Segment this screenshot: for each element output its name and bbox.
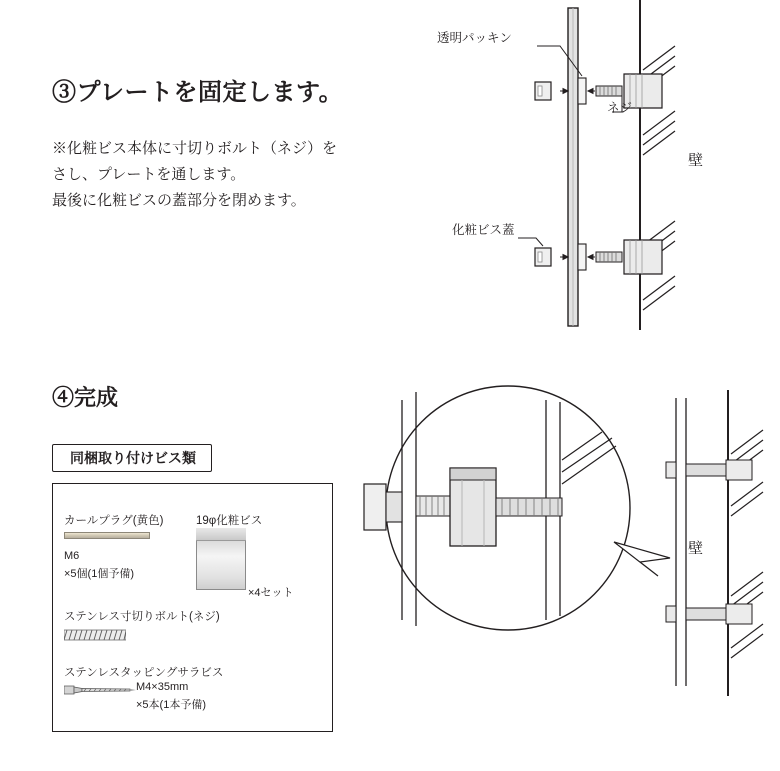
step3-heading: ③プレートを固定します。 (52, 79, 344, 106)
label-screw: ネジ (607, 101, 633, 115)
label-cover-screw-lid: 化粧ビス蓋 (452, 223, 515, 237)
part-1-spec-1: M6 (64, 550, 80, 562)
part-2-spec-1: ×4セット (248, 587, 294, 599)
step3-diagram (400, 0, 780, 350)
part-1-spec-2: ×5個(1個予備) (64, 568, 134, 580)
part-4-spec-1: M4×35mm (136, 681, 189, 693)
step4-heading: ④完成 (52, 385, 119, 410)
label-transparent-packing: 透明パッキン (437, 31, 512, 45)
step3-note-line-2: さし、プレートを通します。 (52, 166, 246, 183)
cover-screw-cap-icon (196, 528, 246, 541)
step4-diagram-svg (340, 380, 780, 710)
wall-label-top: 壁 (686, 152, 703, 169)
part-4-spec-2: ×5本(1本予備) (136, 699, 206, 711)
step4-diagram (340, 380, 780, 710)
part-2-name: 19φ化粧ビス (196, 515, 263, 527)
step3-note (52, 136, 337, 214)
part-4-name: ステンレスタッピングサラビス (64, 667, 224, 679)
parts-title-label: 同梱取り付けビス類 (70, 450, 196, 466)
threaded-rod-icon (64, 628, 126, 642)
step3-note-line-1: ※化粧ビス本体に寸切りボルト（ネジ）を (52, 140, 338, 157)
plug-bar-icon (64, 532, 150, 539)
wall-label-bottom: 壁 (686, 540, 703, 557)
part-3-name: ステンレス寸切りボルト(ネジ) (64, 611, 220, 623)
tapping-screw-icon (64, 684, 136, 696)
part-1-name: カールプラグ(黄色) (64, 515, 164, 527)
step3-note-line-3: 最後に化粧ビスの蓋部分を閉めます。 (52, 192, 306, 209)
step3-diagram-svg (400, 0, 780, 350)
parts-title-box (52, 444, 212, 472)
